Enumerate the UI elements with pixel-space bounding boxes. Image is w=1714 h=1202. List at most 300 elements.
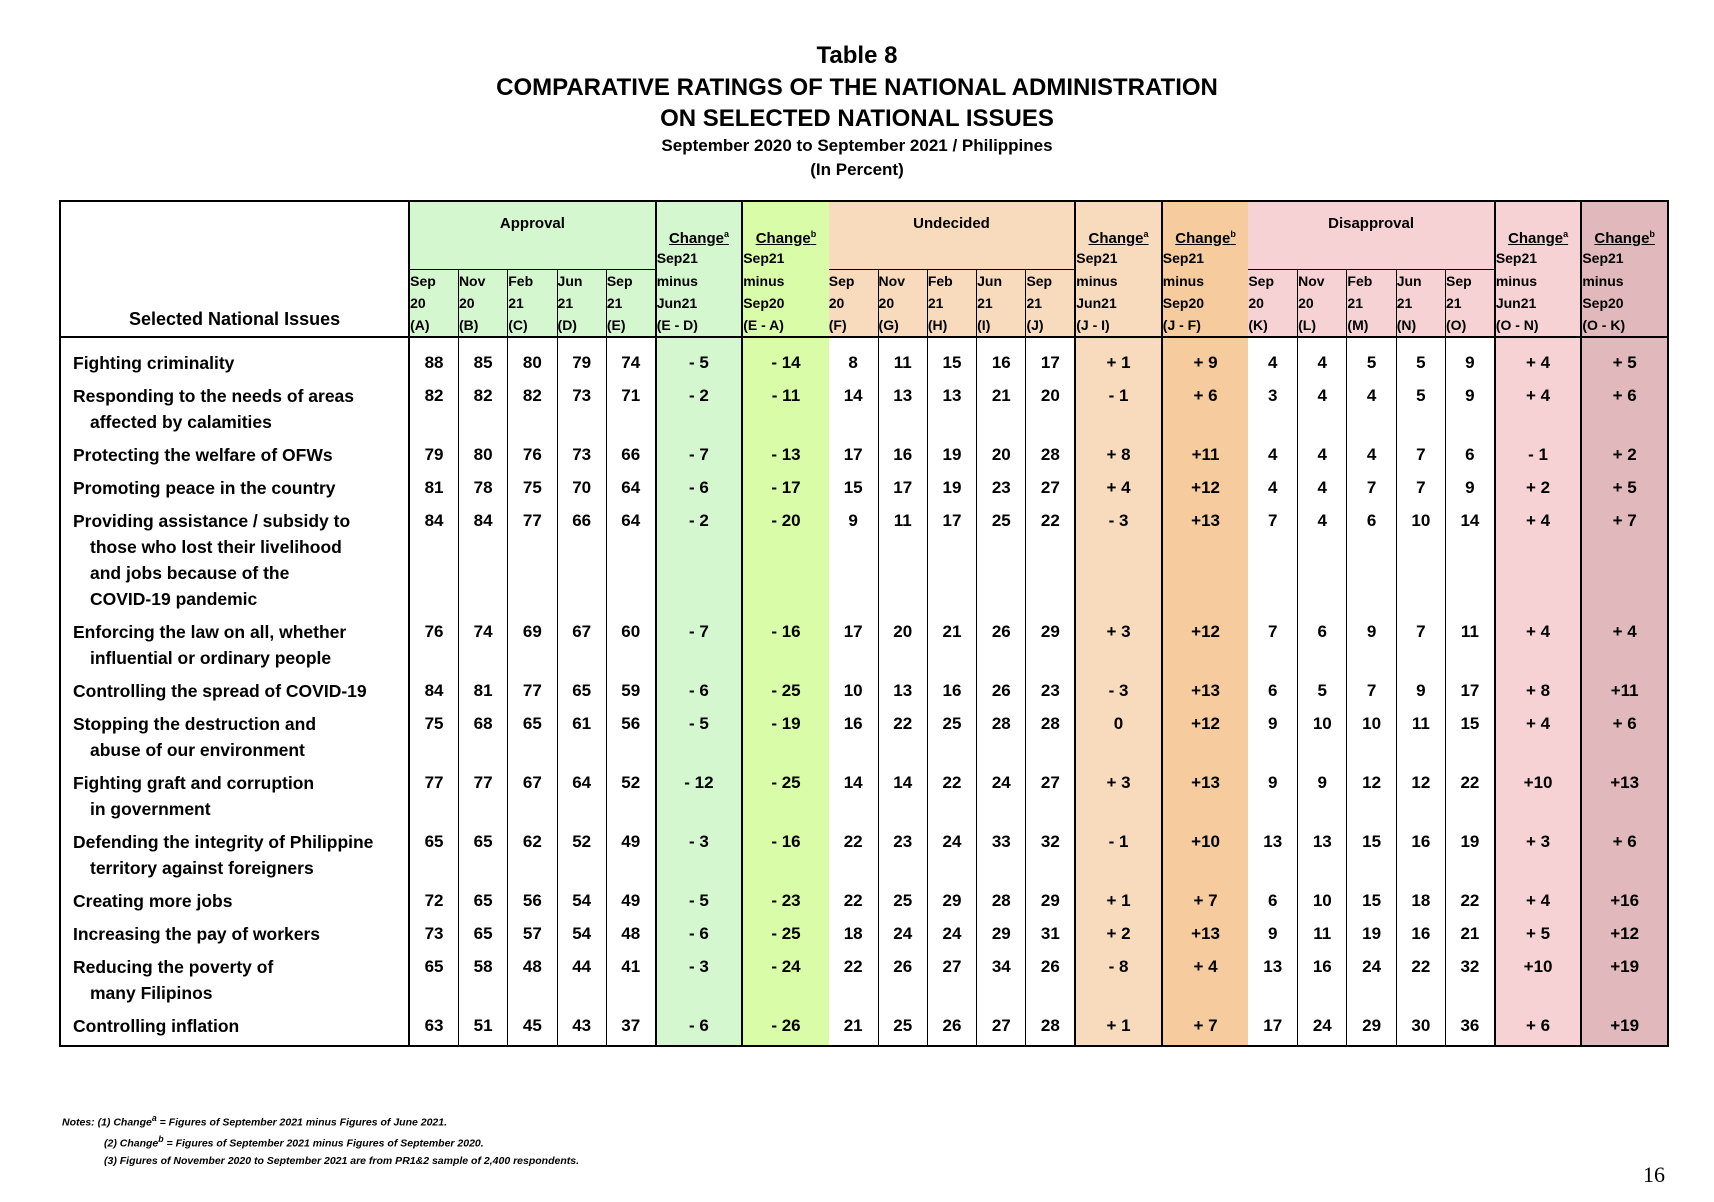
approval-change-b-value: - 19: [742, 704, 829, 763]
undecided-col-header: (I): [977, 314, 1026, 337]
table-row: [60, 435, 1668, 468]
disapproval-value: 9: [1267, 773, 1278, 792]
undecided-value: 27: [1026, 763, 1075, 822]
undecided-change-a-value: + 3: [1075, 763, 1162, 822]
disapproval-col-header: Sep: [1446, 270, 1495, 293]
approval-value: 85: [458, 337, 507, 376]
disapproval-value: 9: [1298, 763, 1347, 822]
approval-value: 64: [606, 468, 655, 501]
disapproval-value: 10: [1347, 704, 1396, 763]
undecided-change-b-header: Change$^b$: [1162, 201, 1249, 247]
disapproval-change-b-value: +13: [1581, 763, 1668, 822]
disapproval-value: 3: [1267, 386, 1278, 405]
approval-value: 67: [508, 763, 557, 822]
disapproval-change-a-label: Sep21: [1495, 247, 1582, 270]
approval-value: 48: [606, 914, 655, 947]
undecided-value: 20: [1026, 376, 1075, 435]
disapproval-value: 9: [1347, 612, 1396, 671]
approval-value: 37: [606, 1006, 655, 1046]
undecided-value: 11: [878, 337, 927, 376]
undecided-value: 25: [878, 1006, 927, 1046]
approval-value: 66: [606, 435, 655, 468]
table-number: Table 8: [816, 42, 898, 69]
disapproval-change-b-value: +12: [1581, 914, 1668, 947]
undecided-value: 21: [927, 612, 976, 671]
undecided-col-header: 21: [977, 292, 1026, 314]
note-2: (2) Change$^b$ = Figures of September 2021 minus Figures of September 2020.: [104, 1134, 484, 1150]
undecided-value: 21: [977, 376, 1026, 435]
approval-change-b-value: - 13: [742, 435, 829, 468]
approval-change-a-label: Sep21: [656, 247, 743, 270]
undecided-value: 28: [1026, 1006, 1075, 1046]
undecided-group-header: Undecided: [829, 201, 1076, 247]
note-1: Notes: (1) Change$^a$ = Figures of September 2021 minus Figures of June 2021.: [62, 1113, 448, 1129]
approval-value: 61: [557, 704, 606, 763]
undecided-change-b-value: + 7: [1162, 1006, 1249, 1046]
undecided-value: 16: [977, 337, 1026, 376]
issue-name: Controlling the spread of COVID-19: [60, 671, 409, 704]
undecided-change-b-value: +13: [1162, 501, 1249, 612]
disapproval-value: 7: [1267, 511, 1278, 530]
page-number: 16: [1643, 1162, 1665, 1187]
disapproval-value: 9: [1446, 337, 1495, 376]
approval-value: 73: [424, 924, 444, 943]
disapproval-change-a-value: +10: [1495, 947, 1582, 1006]
disapproval-value: 15: [1446, 704, 1495, 763]
table-row: [60, 822, 1668, 881]
disapproval-col-header: 21: [1347, 292, 1396, 314]
approval-value: 79: [557, 337, 606, 376]
undecided-value: 15: [843, 478, 863, 497]
disapproval-col-header: 21: [1396, 292, 1445, 314]
approval-col-header: 20: [458, 292, 507, 314]
disapproval-change-a-value: + 4: [1495, 337, 1582, 376]
undecided-col-header: Jun: [977, 270, 1026, 293]
approval-value: 80: [458, 435, 507, 468]
undecided-change-b-label: Sep21: [1162, 247, 1249, 270]
issue-column-header: Selected National Issues: [60, 201, 409, 337]
approval-change-b-value: - 16: [742, 612, 829, 671]
disapproval-change-b-label: minus: [1581, 270, 1668, 293]
undecided-value: 27: [1026, 468, 1075, 501]
disapproval-value: 15: [1347, 822, 1396, 881]
issue-name: Reducing the poverty of many Filipinos: [60, 947, 409, 1006]
undecided-value: 25: [977, 501, 1026, 612]
approval-value: 78: [458, 468, 507, 501]
approval-change-b-value: - 17: [742, 468, 829, 501]
disapproval-value: 4: [1298, 376, 1347, 435]
undecided-value: 28: [977, 704, 1026, 763]
approval-value: 52: [606, 763, 655, 822]
disapproval-change-a-value: + 4: [1495, 501, 1582, 612]
undecided-value: 24: [977, 763, 1026, 822]
approval-change-a-header: Change$^a$: [656, 201, 743, 247]
approval-value: 54: [557, 914, 606, 947]
disapproval-col-header: (M): [1347, 314, 1396, 337]
undecided-value: 8: [848, 353, 858, 372]
approval-value: 71: [606, 376, 655, 435]
undecided-value: 22: [1026, 501, 1075, 612]
approval-value: 75: [508, 468, 557, 501]
disapproval-value: 5: [1298, 671, 1347, 704]
approval-change-a-value: - 6: [656, 671, 743, 704]
undecided-value: 16: [843, 714, 863, 733]
disapproval-change-a-value: + 3: [1495, 822, 1582, 881]
undecided-value: 34: [977, 947, 1026, 1006]
disapproval-change-b-label: Sep20: [1581, 292, 1668, 314]
undecided-change-a-value: + 1: [1075, 1006, 1162, 1046]
disapproval-value: 22: [1396, 947, 1445, 1006]
disapproval-col-header: (N): [1396, 314, 1445, 337]
disapproval-col-header: (O): [1446, 314, 1495, 337]
disapproval-value: 9: [1446, 468, 1495, 501]
disapproval-value: 6: [1267, 681, 1278, 700]
approval-value: 82: [458, 376, 507, 435]
undecided-value: 11: [878, 501, 927, 612]
issue-name: Creating more jobs: [60, 881, 409, 914]
approval-change-b-value: - 23: [742, 881, 829, 914]
approval-change-b-value: - 20: [742, 501, 829, 612]
approval-value: 41: [606, 947, 655, 1006]
approval-change-b-value: - 25: [742, 671, 829, 704]
undecided-value: 24: [927, 914, 976, 947]
approval-value: 82: [508, 376, 557, 435]
approval-col-header: 20: [409, 292, 458, 314]
approval-value: 75: [424, 714, 444, 733]
undecided-change-b-label: Sep20: [1162, 292, 1249, 314]
undecided-change-a-value: - 3: [1075, 671, 1162, 704]
disapproval-value: 9: [1396, 671, 1445, 704]
disapproval-value: 6: [1267, 891, 1278, 910]
disapproval-value: 16: [1396, 822, 1445, 881]
approval-change-a-value: - 5: [656, 881, 743, 914]
undecided-value: 16: [878, 435, 927, 468]
disapproval-value: 9: [1267, 714, 1278, 733]
undecided-value: 31: [1026, 914, 1075, 947]
approval-value: 65: [458, 822, 507, 881]
undecided-change-b-label: (J - F): [1162, 314, 1249, 337]
undecided-change-b-value: +13: [1162, 671, 1249, 704]
undecided-col-header: 20: [829, 292, 878, 314]
undecided-value: 33: [977, 822, 1026, 881]
undecided-header-spacer: [829, 247, 1076, 270]
undecided-change-b-value: +12: [1162, 612, 1249, 671]
disapproval-change-a-label: (O - N): [1495, 314, 1582, 337]
undecided-change-a-label: Jun21: [1075, 292, 1162, 314]
issue-name: Increasing the pay of workers: [60, 914, 409, 947]
approval-change-b-value: - 11: [742, 376, 829, 435]
approval-value: 44: [557, 947, 606, 1006]
undecided-col-header: (G): [878, 314, 927, 337]
approval-value: 67: [557, 612, 606, 671]
note-3: (3) Figures of November 2020 to September 2021 are from PR1&2 sample of 2,400 respondents.: [104, 1155, 580, 1167]
table-title-line-1: COMPARATIVE RATINGS OF THE NATIONAL ADMINISTRATION: [496, 74, 1218, 101]
disapproval-value: 21: [1446, 914, 1495, 947]
approval-value: 72: [424, 891, 444, 910]
undecided-value: 25: [927, 704, 976, 763]
undecided-value: 17: [878, 468, 927, 501]
undecided-change-b-value: + 4: [1162, 947, 1249, 1006]
approval-change-b-value: - 24: [742, 947, 829, 1006]
approval-change-a-label: (E - D): [656, 314, 743, 337]
undecided-value: 18: [843, 924, 863, 943]
disapproval-value: 12: [1347, 763, 1396, 822]
disapproval-value: 4: [1347, 376, 1396, 435]
disapproval-value: 24: [1298, 1006, 1347, 1046]
approval-value: 65: [458, 881, 507, 914]
approval-value: 65: [424, 832, 444, 851]
undecided-col-header: Sep: [829, 270, 878, 293]
approval-value: 80: [508, 337, 557, 376]
undecided-value: 29: [1026, 612, 1075, 671]
undecided-value: 21: [829, 1006, 878, 1046]
disapproval-value: 5: [1396, 376, 1445, 435]
disapproval-change-a-value: + 4: [1495, 376, 1582, 435]
undecided-change-a-value: + 1: [1075, 337, 1162, 376]
approval-change-b-label: minus: [742, 270, 829, 293]
approval-value: 65: [458, 914, 507, 947]
approval-value: 73: [557, 435, 606, 468]
approval-value: 84: [458, 501, 507, 612]
undecided-change-b-value: +11: [1162, 435, 1249, 468]
approval-value: 59: [606, 671, 655, 704]
disapproval-col-header: Jun: [1396, 270, 1445, 293]
disapproval-col-header: Nov: [1298, 270, 1347, 293]
undecided-change-b-value: + 7: [1162, 881, 1249, 914]
undecided-value: 23: [878, 822, 927, 881]
disapproval-value: 7: [1267, 622, 1278, 641]
disapproval-group-header: Disapproval: [1248, 201, 1494, 247]
undecided-value: 28: [977, 881, 1026, 914]
approval-group-header: Approval: [409, 201, 656, 247]
approval-value: 62: [508, 822, 557, 881]
table-unit: (In Percent): [810, 160, 904, 179]
undecided-value: 26: [878, 947, 927, 1006]
disapproval-value: 22: [1446, 881, 1495, 914]
approval-value: 57: [508, 914, 557, 947]
approval-value: 77: [508, 501, 557, 612]
approval-value: 54: [557, 881, 606, 914]
table-row: [60, 763, 1668, 822]
approval-change-a-value: - 5: [656, 337, 743, 376]
disapproval-value: 6: [1347, 501, 1396, 612]
approval-change-a-label: minus: [656, 270, 743, 293]
undecided-value: 29: [1026, 881, 1075, 914]
undecided-value: 17: [1026, 337, 1075, 376]
approval-value: 77: [508, 671, 557, 704]
undecided-value: 26: [927, 1006, 976, 1046]
disapproval-change-a-value: + 4: [1495, 881, 1582, 914]
approval-col-header: (E): [606, 314, 655, 337]
undecided-change-b-value: + 9: [1162, 337, 1249, 376]
disapproval-value: 14: [1446, 501, 1495, 612]
undecided-value: 19: [927, 468, 976, 501]
undecided-change-b-value: +10: [1162, 822, 1249, 881]
approval-change-b-header: Change$^b$: [742, 201, 829, 247]
table-row: [60, 704, 1668, 763]
approval-change-b-label: Sep20: [742, 292, 829, 314]
approval-value: 60: [606, 612, 655, 671]
undecided-change-a-value: - 8: [1075, 947, 1162, 1006]
approval-change-a-value: - 3: [656, 947, 743, 1006]
undecided-change-a-value: + 3: [1075, 612, 1162, 671]
approval-value: 88: [424, 353, 444, 372]
disapproval-change-a-value: + 6: [1495, 1006, 1582, 1046]
undecided-change-b-value: +13: [1162, 914, 1249, 947]
disapproval-value: 7: [1396, 435, 1445, 468]
disapproval-change-b-header: Change$^b$: [1581, 201, 1668, 247]
undecided-value: 22: [843, 832, 863, 851]
disapproval-col-header: 21: [1446, 292, 1495, 314]
approval-change-a-value: - 6: [656, 1006, 743, 1046]
approval-value: 76: [508, 435, 557, 468]
approval-value: 56: [606, 704, 655, 763]
disapproval-value: 29: [1347, 1006, 1396, 1046]
undecided-value: 14: [843, 773, 863, 792]
disapproval-value: 9: [1446, 376, 1495, 435]
approval-value: 84: [424, 511, 444, 530]
undecided-value: 23: [977, 468, 1026, 501]
approval-value: 49: [606, 881, 655, 914]
approval-value: 65: [557, 671, 606, 704]
disapproval-header-spacer: [1248, 247, 1494, 270]
undecided-change-b-value: + 6: [1162, 376, 1249, 435]
disapproval-value: 7: [1396, 468, 1445, 501]
disapproval-change-a-header: Change$^a$: [1495, 201, 1582, 247]
disapproval-value: 30: [1396, 1006, 1445, 1046]
issue-name: Stopping the destruction and abuse of our environment: [60, 704, 409, 763]
disapproval-change-b-value: + 6: [1581, 376, 1668, 435]
approval-change-b-value: - 26: [742, 1006, 829, 1046]
approval-value: 84: [424, 681, 444, 700]
disapproval-change-b-value: + 5: [1581, 337, 1668, 376]
disapproval-change-b-value: +16: [1581, 881, 1668, 914]
undecided-value: 17: [927, 501, 976, 612]
undecided-change-a-value: + 4: [1075, 468, 1162, 501]
disapproval-value: 19: [1347, 914, 1396, 947]
undecided-change-a-value: + 2: [1075, 914, 1162, 947]
issue-name: Responding to the needs of areas affected by calamities: [60, 376, 409, 435]
disapproval-col-header: Sep: [1248, 270, 1297, 293]
approval-value: 58: [458, 947, 507, 1006]
undecided-value: 17: [843, 445, 863, 464]
table-row: [60, 881, 1668, 914]
approval-value: 45: [508, 1006, 557, 1046]
disapproval-change-b-value: + 7: [1581, 501, 1668, 612]
undecided-change-a-label: minus: [1075, 270, 1162, 293]
undecided-col-header: Sep: [1026, 270, 1075, 293]
disapproval-value: 10: [1298, 881, 1347, 914]
undecided-change-a-value: - 3: [1075, 501, 1162, 612]
undecided-col-header: 21: [927, 292, 976, 314]
disapproval-value: 11: [1298, 914, 1347, 947]
table-row: [60, 468, 1668, 501]
approval-value: 82: [424, 386, 444, 405]
approval-value: 77: [458, 763, 507, 822]
table-row: [60, 337, 1668, 376]
table-row: [60, 501, 1668, 612]
approval-value: 43: [557, 1006, 606, 1046]
disapproval-value: 10: [1396, 501, 1445, 612]
approval-value: 66: [557, 501, 606, 612]
undecided-value: 26: [977, 671, 1026, 704]
disapproval-change-a-value: + 4: [1495, 612, 1582, 671]
disapproval-value: 4: [1267, 353, 1278, 372]
undecided-col-header: Nov: [878, 270, 927, 293]
disapproval-value: 5: [1396, 337, 1445, 376]
approval-change-b-value: - 25: [742, 763, 829, 822]
undecided-value: 22: [927, 763, 976, 822]
undecided-value: 23: [1026, 671, 1075, 704]
disapproval-value: 36: [1446, 1006, 1495, 1046]
approval-change-a-value: - 7: [656, 612, 743, 671]
approval-col-header: 21: [606, 292, 655, 314]
table-title-line-2: ON SELECTED NATIONAL ISSUES: [660, 105, 1054, 132]
approval-value: 64: [606, 501, 655, 612]
disapproval-value: 16: [1396, 914, 1445, 947]
approval-value: 64: [557, 763, 606, 822]
approval-change-a-value: - 7: [656, 435, 743, 468]
approval-col-header: (C): [508, 314, 557, 337]
undecided-col-header: 20: [878, 292, 927, 314]
issue-name: Providing assistance / subsidy to those who lost their livelihood and jobs because of the COVID-19 pandemic: [60, 501, 409, 612]
disapproval-value: 13: [1298, 822, 1347, 881]
undecided-change-a-value: - 1: [1075, 376, 1162, 435]
table-body: [60, 337, 1668, 1046]
disapproval-value: 7: [1347, 468, 1396, 501]
undecided-col-header: Feb: [927, 270, 976, 293]
disapproval-value: 22: [1446, 763, 1495, 822]
disapproval-change-b-value: + 5: [1581, 468, 1668, 501]
disapproval-col-header: (L): [1298, 314, 1347, 337]
approval-value: 79: [424, 445, 444, 464]
table-row: [60, 947, 1668, 1006]
approval-change-a-value: - 6: [656, 468, 743, 501]
disapproval-value: 6: [1446, 435, 1495, 468]
approval-col-header: 21: [508, 292, 557, 314]
disapproval-col-header: 20: [1298, 292, 1347, 314]
approval-value: 68: [458, 704, 507, 763]
issue-name: Enforcing the law on all, whether influential or ordinary people: [60, 612, 409, 671]
issue-name: Defending the integrity of Philippine territory against foreigners: [60, 822, 409, 881]
undecided-change-b-value: +13: [1162, 763, 1249, 822]
undecided-value: 29: [927, 881, 976, 914]
undecided-value: 28: [1026, 704, 1075, 763]
approval-value: 81: [458, 671, 507, 704]
approval-value: 65: [508, 704, 557, 763]
table-row: [60, 612, 1668, 671]
approval-col-header: Nov: [458, 270, 507, 293]
approval-value: 49: [606, 822, 655, 881]
disapproval-change-b-value: +19: [1581, 947, 1668, 1006]
disapproval-value: 9: [1267, 924, 1278, 943]
table-subtitle: September 2020 to September 2021 / Philippines: [661, 136, 1053, 155]
undecided-value: 28: [1026, 435, 1075, 468]
undecided-change-b-value: +12: [1162, 468, 1249, 501]
disapproval-change-b-value: +11: [1581, 671, 1668, 704]
undecided-value: 26: [1026, 947, 1075, 1006]
issue-name: Promoting peace in the country: [60, 468, 409, 501]
disapproval-value: 11: [1446, 612, 1495, 671]
approval-value: 69: [508, 612, 557, 671]
disapproval-value: 7: [1347, 671, 1396, 704]
undecided-change-a-value: + 8: [1075, 435, 1162, 468]
undecided-value: 22: [843, 957, 863, 976]
undecided-value: 20: [878, 612, 927, 671]
ratings-table: [59, 200, 1669, 1047]
table-row: [60, 914, 1668, 947]
approval-value: 73: [557, 376, 606, 435]
